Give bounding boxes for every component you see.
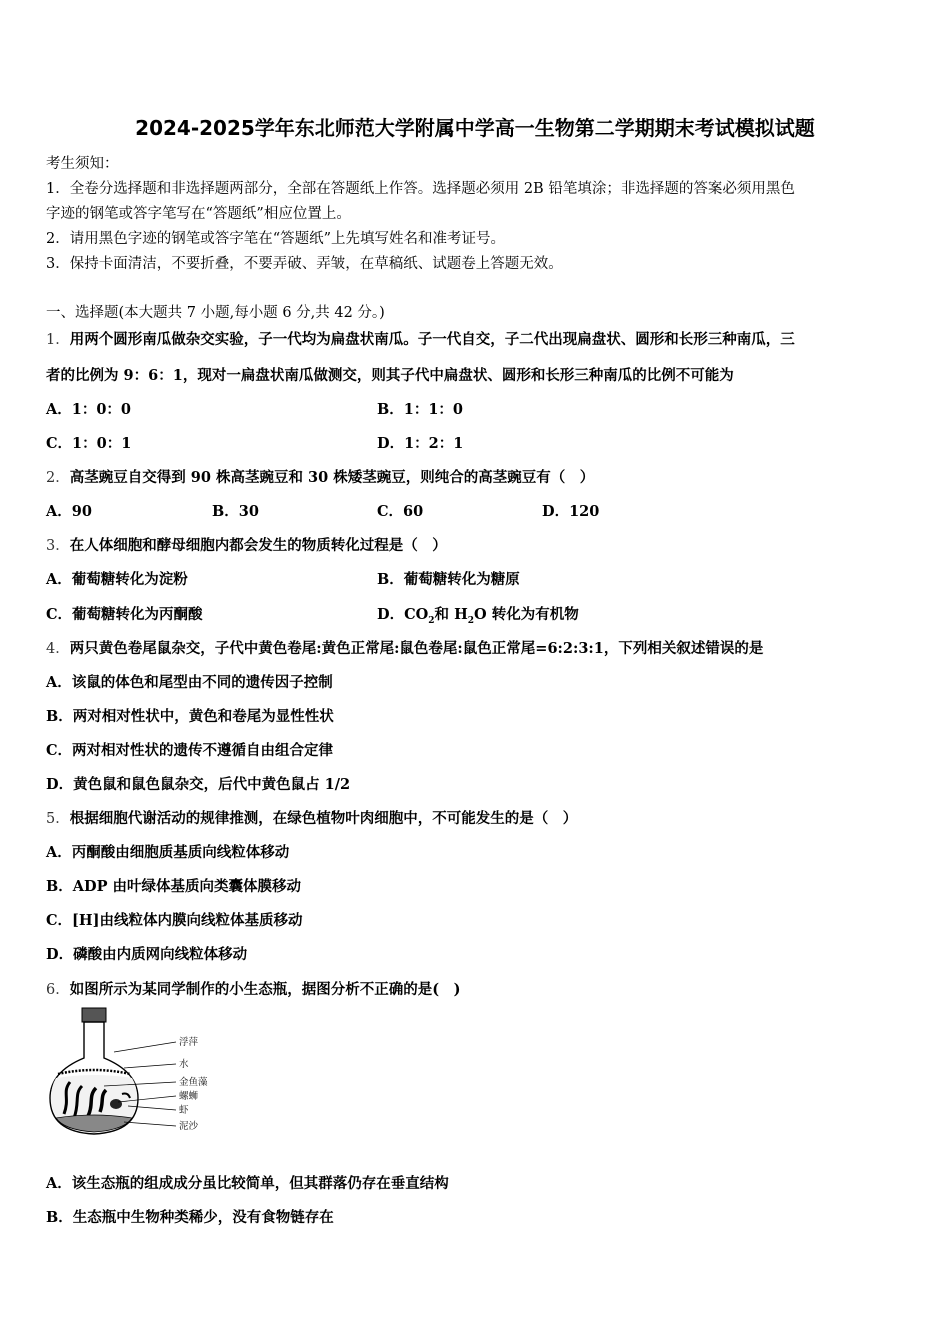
question-5	[46, 807, 577, 828]
q4-option-b[interactable]: B．两对相对性状中，黄色和卷尾为显性性状	[46, 708, 334, 725]
cork-icon	[82, 1008, 106, 1022]
leader-line	[114, 1042, 176, 1052]
question-4	[46, 637, 763, 658]
q2-option-c[interactable]: C．60	[377, 503, 424, 520]
q3-option-b[interactable]: B．葡萄糖转化为糖原	[377, 571, 520, 588]
notice-item-1: 1．全卷分选择题和非选择题两部分，全部在答题纸上作答。选择题必须用 2B 铅笔填涂；非选择题的答案必须用黑色	[46, 181, 795, 197]
question-number: 1．	[46, 332, 70, 348]
question-text: 高茎豌豆自交得到 90 株高茎豌豆和 30 株矮茎豌豆，则纯合的高茎豌豆有（ ）	[69, 469, 595, 486]
q4-option-d[interactable]: D．黄色鼠和鼠色鼠杂交，后代中黄色鼠占 1/2	[46, 776, 351, 793]
ecosystem-bottle-figure	[44, 1006, 224, 1138]
question-text: 两只黄色卷尾鼠杂交，子代中黄色卷尾:黄色正常尾:鼠色卷尾:鼠色正常尾=6:2:3:1，下列相关叙述错误的是	[69, 640, 764, 657]
question-1	[46, 328, 795, 349]
figure-label-hornwort: 金鱼藻	[179, 1077, 208, 1088]
question-number: 6．	[46, 982, 70, 998]
question-text: 如图所示为某同学制作的小生态瓶，据图分析不正确的是( )	[69, 981, 461, 998]
q1-option-d[interactable]: D．1：2：1	[377, 435, 464, 452]
q3-d-sub1: 2	[428, 615, 435, 626]
question-number: 4．	[46, 641, 70, 657]
q2-option-d[interactable]: D．120	[542, 503, 600, 520]
q4-option-a[interactable]: A．该鼠的体色和尾型由不同的遗传因子控制	[46, 674, 333, 691]
q5-option-b[interactable]: B．ADP 由叶绿体基质向类囊体膜移动	[46, 878, 302, 895]
sediment-layer	[56, 1115, 132, 1132]
figure-label-water: 水	[179, 1059, 189, 1070]
q3-option-c[interactable]: C．葡萄糖转化为丙酮酸	[46, 606, 203, 623]
q5-option-d[interactable]: D．磷酸由内质网向线粒体移动	[46, 946, 248, 963]
q3-option-a[interactable]: A．葡萄糖转化为淀粉	[46, 571, 188, 588]
notice-heading: 考生须知：	[46, 156, 119, 172]
notice-item-3: 3．保持卡面清洁，不要折叠，不要弄破、弄皱，在草稿纸、试题卷上答题无效。	[46, 256, 563, 272]
q6-option-b[interactable]: B．生态瓶中生物种类稀少，没有食物链存在	[46, 1209, 334, 1226]
q5-option-a[interactable]: A．丙酮酸由细胞质基质向线粒体移动	[46, 844, 290, 861]
figure-label-sediment: 泥沙	[179, 1121, 199, 1132]
q4-option-c[interactable]: C．两对相对性状的遗传不遵循自由组合定律	[46, 742, 334, 759]
q3-d-sub2: 2	[467, 615, 475, 626]
question-number: 3．	[46, 538, 70, 554]
q3-d-mid: 和 H	[434, 606, 468, 623]
q6-option-a[interactable]: A．该生态瓶的组成成分虽比较简单，但其群落仍存在垂直结构	[46, 1175, 449, 1192]
page-title: 2024-2025学年东北师范大学附属中学高一生物第二学期期末考试模拟试题	[135, 116, 815, 140]
question-text: 根据细胞代谢活动的规律推测，在绿色植物叶肉细胞中，不可能发生的是（ ）	[69, 810, 578, 827]
q1-option-b[interactable]: B．1：1：0	[377, 401, 464, 418]
q3-d-post: O 转化为有机物	[474, 606, 579, 623]
q5-option-c[interactable]: C．[H]由线粒体内膜向线粒体基质移动	[46, 912, 303, 929]
question-number: 2．	[46, 470, 70, 486]
snail-icon	[110, 1099, 122, 1109]
question-2	[46, 466, 594, 487]
leader-line	[124, 1064, 176, 1068]
q1-option-a[interactable]: A．1：0：0	[46, 401, 132, 418]
question-number: 5．	[46, 811, 70, 827]
figure-label-shrimp: 虾	[179, 1105, 189, 1116]
q1-option-c[interactable]: C．1：0：1	[46, 435, 132, 452]
q2-option-a[interactable]: A．90	[46, 503, 92, 520]
question-text: 用两个圆形南瓜做杂交实验，子一代均为扁盘状南瓜。子一代自交，子二代出现扁盘状、圆形和长形三种南瓜，三	[69, 331, 795, 348]
question-6	[46, 978, 460, 999]
question-text: 在人体细胞和酵母细胞内都会发生的物质转化过程是（ ）	[69, 537, 447, 554]
section-heading: 一、选择题(本大题共 7 小题,每小题 6 分,共 42 分。)	[46, 305, 385, 321]
question-3	[46, 534, 447, 555]
q2-option-b[interactable]: B．30	[212, 503, 259, 520]
figure-label-snail: 螺蛳	[179, 1091, 199, 1102]
question-1-cont: 者的比例为 9：6：1，现对一扁盘状南瓜做测交，则其子代中扁盘状、圆形和长形三种南瓜的比例不可能为	[46, 367, 734, 384]
figure-label-duckweed: 浮萍	[179, 1037, 199, 1048]
notice-item-1-cont: 字迹的钢笔或答字笔写在“答题纸”相应位置上。	[46, 206, 351, 222]
notice-item-2: 2．请用黑色字迹的钢笔或答字笔在“答题纸”上先填写姓名和准考证号。	[46, 231, 506, 247]
leader-line	[124, 1122, 176, 1126]
q3-d-pre: D．CO	[377, 606, 429, 623]
q3-option-d[interactable]	[377, 603, 579, 626]
